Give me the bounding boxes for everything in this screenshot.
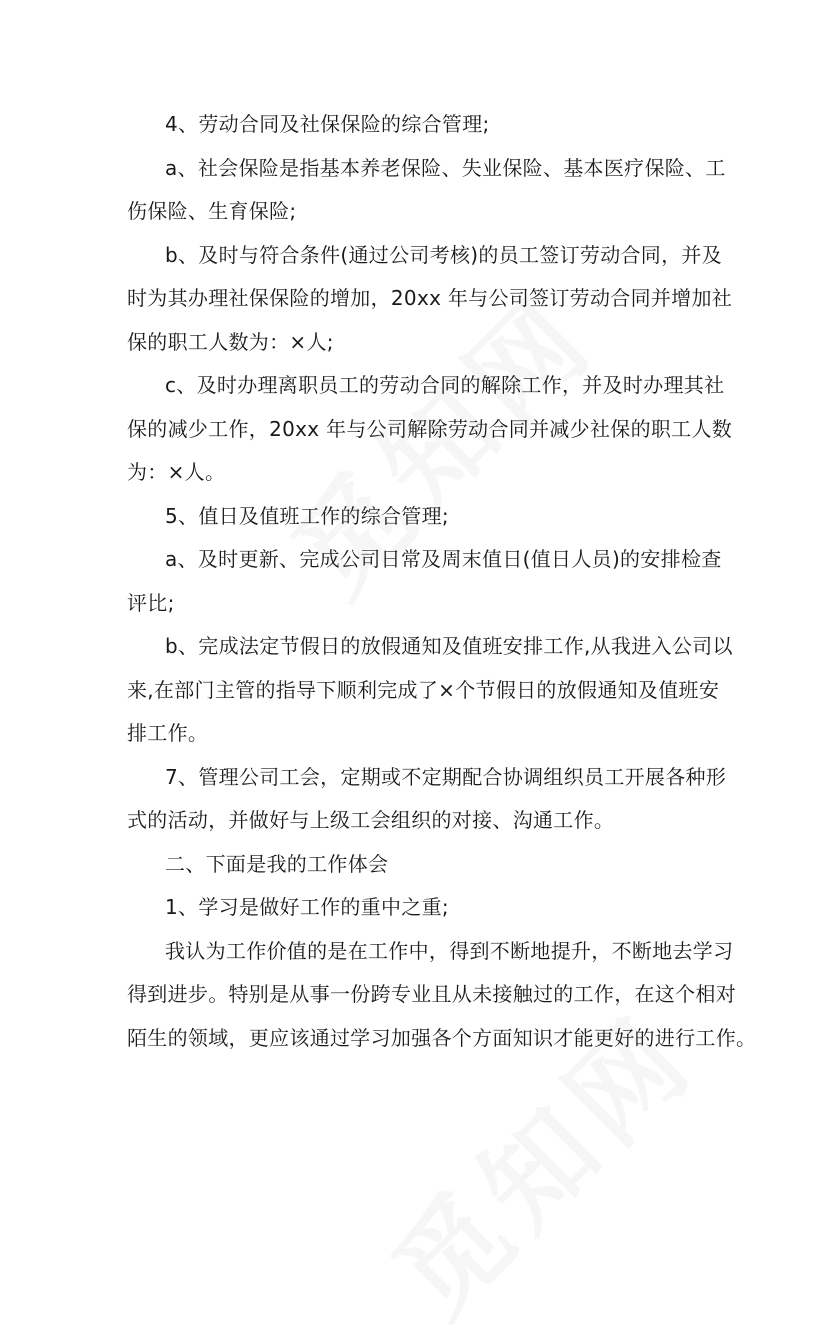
text-line: 我认为工作价值的是在工作中，得到不断地提升，不断地去学习: [165, 939, 734, 963]
text-line: 评比;: [127, 591, 175, 615]
text-line: a、及时更新、完成公司日常及周末值日(值日人员)的安排检查: [165, 547, 722, 571]
text-line: 得到进步。特别是从事一份跨专业且从未接触过的工作，在这个相对: [127, 982, 736, 1006]
text-line: b、完成法定节假日的放假通知及值班安排工作,从我进入公司以: [165, 634, 733, 658]
text-line: 陌生的领域，更应该通过学习加强各个方面知识才能更好的进行工作。: [127, 1026, 757, 1050]
text-line: c、及时办理离职员工的劳动合同的解除工作，并及时办理其社: [165, 373, 725, 397]
text-line: 二、下面是我的工作体会: [165, 852, 389, 876]
text-line: 4、劳动合同及社保保险的综合管理;: [165, 112, 490, 136]
text-line: 保的职工人数为：×人;: [127, 330, 334, 354]
text-line: 时为其办理社保保险的增加，20xx 年与公司签订劳动合同并增加社: [127, 286, 733, 310]
text-line: 伤保险、生育保险;: [127, 199, 297, 223]
text-line: b、及时与符合条件(通过公司考核)的员工签订劳动合同，并及: [165, 243, 722, 267]
text-line: 为：×人。: [127, 460, 226, 484]
text-line: 来,在部门主管的指导下顺利完成了×个节假日的放假通知及值班安: [127, 678, 720, 702]
text-line: 排工作。: [127, 721, 209, 745]
text-line: 式的活动，并做好与上级工会组织的对接、沟通工作。: [127, 808, 615, 832]
text-line: 保的减少工作，20xx 年与公司解除劳动合同并减少社保的职工人数: [127, 417, 733, 441]
text-line: 7、管理公司工会，定期或不定期配合协调组织员工开展各种形: [165, 765, 727, 789]
text-line: 5、值日及值班工作的综合管理;: [165, 504, 449, 528]
text-line: 1、学习是做好工作的重中之重;: [165, 895, 449, 919]
text-line: a、社会保险是指基本养老保险、失业保险、基本医疗保险、工: [165, 156, 726, 180]
